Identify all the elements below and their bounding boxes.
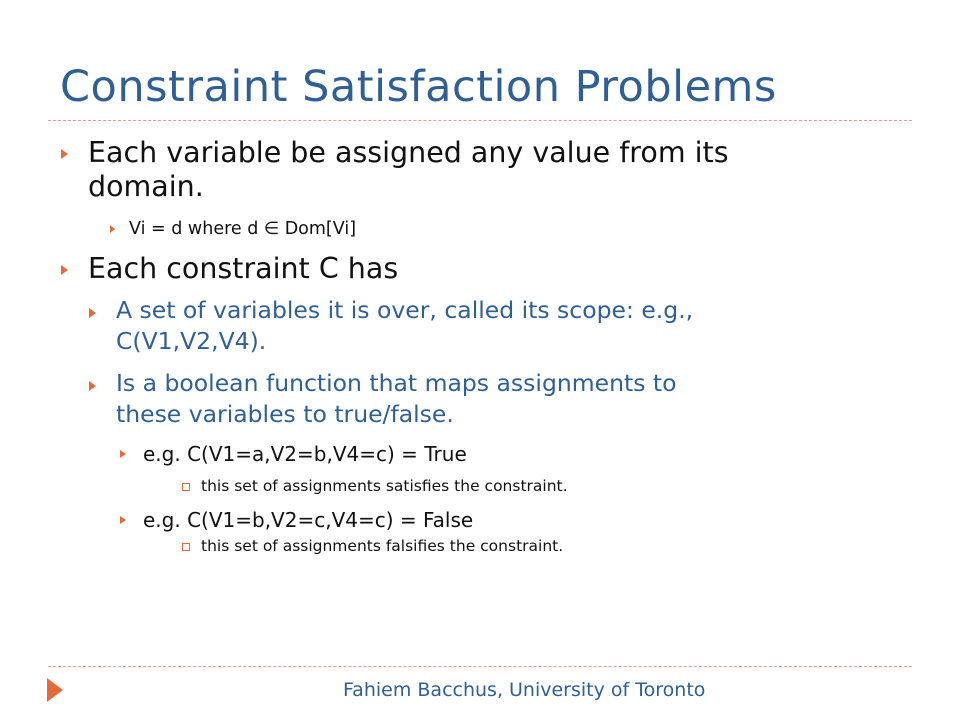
- footer-triangle-icon: [47, 678, 63, 702]
- bullet-2-sub-1-line-2: C(V1,V2,V4).: [116, 327, 267, 355]
- bullet-2-sub-1-line-1: A set of variables it is over, called its scope: e.g.,: [116, 296, 694, 324]
- sub-bullet-arrow-icon: [89, 308, 96, 318]
- example-2-note: this set of assignments falsifies the constraint.: [201, 537, 564, 555]
- slide-title: Constraint Satisfaction Problems: [60, 62, 777, 112]
- bullet-1-sub: Vi = d where d ∈ Dom[Vi]: [129, 219, 357, 239]
- square-bullet-icon: [182, 543, 190, 551]
- bullet-2: Each constraint C has: [88, 252, 399, 285]
- sub-bullet-arrow-icon: [120, 450, 126, 458]
- example-2: e.g. C(V1=b,V2=c,V4=c) = False: [143, 508, 474, 532]
- bullet-1-line-2: domain.: [88, 170, 204, 203]
- square-bullet-icon: [182, 483, 190, 491]
- bottom-divider: [48, 666, 912, 667]
- bullet-2-sub-2-line-2: these variables to true/false.: [116, 400, 454, 428]
- bullet-arrow-icon: [61, 149, 68, 159]
- sub-bullet-arrow-icon: [110, 225, 115, 233]
- footer-credit: Fahiem Bacchus, University of Toronto: [343, 679, 706, 701]
- sub-bullet-arrow-icon: [89, 381, 96, 391]
- bullet-1-line-1: Each variable be assigned any value from its: [88, 136, 729, 169]
- bullet-arrow-icon: [61, 265, 68, 275]
- example-1: e.g. C(V1=a,V2=b,V4=c) = True: [143, 442, 467, 466]
- sub-bullet-arrow-icon: [120, 516, 126, 524]
- top-divider: [48, 120, 912, 121]
- example-1-note: this set of assignments satisfies the constraint.: [201, 477, 568, 495]
- bullet-2-sub-2-line-1: Is a boolean function that maps assignments to: [116, 369, 677, 397]
